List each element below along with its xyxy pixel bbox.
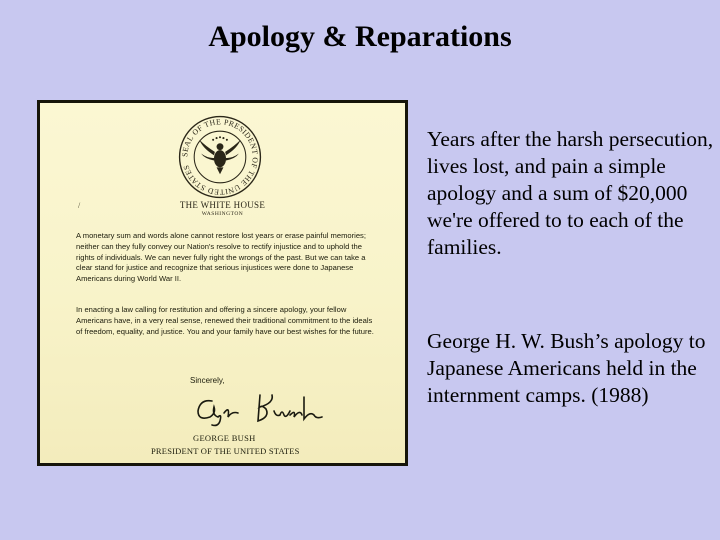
letter-paragraph: A monetary sum and words alone cannot restore lost years or erase painful memories; neither can they fully convey our Nation's resolve to rectify injustice and to uphold the rights of individuals. We can never fully right the wrongs of the past. But we can take a clear stand for justice and recognize that serious injustices were done to Japanese Americans during World War II.: [76, 231, 366, 284]
eagle-icon: [199, 136, 240, 174]
signer-name: GEORGE BUSH: [193, 433, 256, 443]
letterhead-name: THE WHITE HOUSE: [179, 200, 266, 210]
letter-closing: Sincerely,: [190, 376, 225, 385]
signature-image: [190, 387, 330, 429]
presidential-seal: [177, 114, 263, 200]
letter-paper: [40, 103, 405, 463]
caption-text: George H. W. Bush’s apology to Japanese Americans held in the internment camps. (1988): [427, 329, 706, 407]
paper-mark: /: [78, 201, 81, 210]
letter-paragraph: In enacting a law calling for restitution and offering a sincere apology, your fellow Americans have, in a very real sense, renewed their traditional commitment to the ideals of freedom, equality, and justice. You and your family have our best wishes for the future.: [76, 305, 374, 336]
seal-text: SEAL OF THE PRESIDENT OF THE UNITED STATES: [180, 117, 260, 197]
letterhead-city: WASHINGTON: [201, 211, 244, 217]
letter-photo: [37, 100, 408, 466]
signer-title: PRESIDENT OF THE UNITED STATES: [151, 446, 300, 456]
caption-text: Years after the harsh persecution, lives lost, and pain a simple apology and a sum of $20,000 we're offered to to each of the families.: [427, 127, 714, 259]
slide-title: Apology & Reparations: [208, 20, 512, 53]
